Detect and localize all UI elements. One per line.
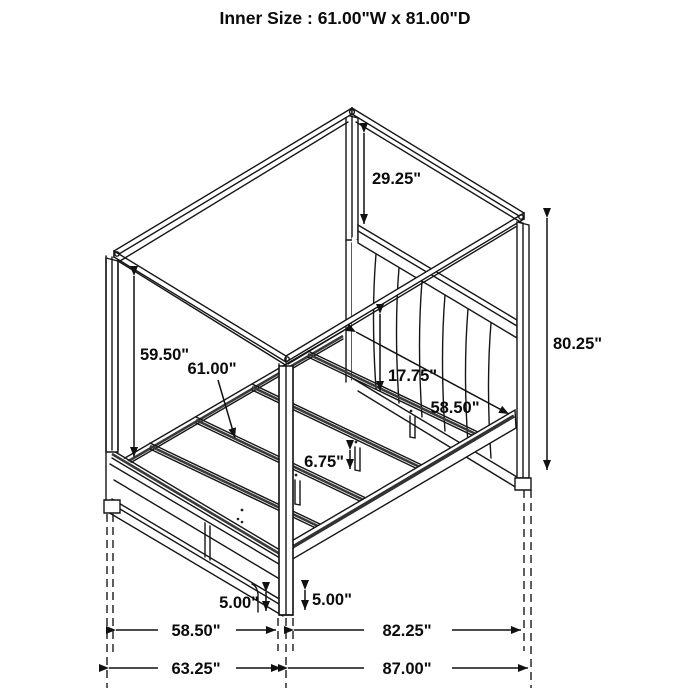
dim-label-footboard-to-canopy: 59.50" <box>140 346 190 364</box>
dim-label-inner-width: 61.00" <box>187 360 237 378</box>
dim-post-total-height <box>547 218 602 470</box>
front-post <box>279 364 293 615</box>
dim-label-footboard-outer-width: 58.50" <box>171 622 221 640</box>
dim-label-post-total-height: 80.25" <box>553 335 603 353</box>
dim-label-headboard-above-rail: 17.75" <box>388 367 438 385</box>
dim-label-rail-inner-length: 58.50" <box>430 399 480 417</box>
dim-footboard-outer-width <box>116 622 276 640</box>
dim-label-overall-width: 63.25" <box>171 660 221 678</box>
footboard-left-foot <box>104 500 120 513</box>
inner-size-title: Inner Size : 61.00"W x 81.00"D <box>219 8 471 28</box>
dim-label-canopy-to-headboard: 29.25" <box>372 170 422 188</box>
dim-overall-depth <box>288 660 528 678</box>
right-post <box>515 222 531 490</box>
dim-label-slat-leg-height: 6.75" <box>304 453 344 471</box>
dim-label-footboard-base-height: 5.00" <box>219 594 259 612</box>
dim-footboard-base-height <box>219 592 266 612</box>
dim-label-rail-base-height: 5.00" <box>312 591 352 609</box>
dim-overall-width <box>109 660 281 678</box>
dim-slat-leg-height <box>304 450 350 471</box>
dim-side-outer-length <box>294 622 521 640</box>
footboard <box>104 448 290 618</box>
headboard <box>352 225 517 488</box>
dim-label-overall-depth: 87.00" <box>382 660 432 678</box>
dim-rail-base-height <box>305 590 352 610</box>
dim-label-side-outer-length: 82.25" <box>382 622 432 640</box>
